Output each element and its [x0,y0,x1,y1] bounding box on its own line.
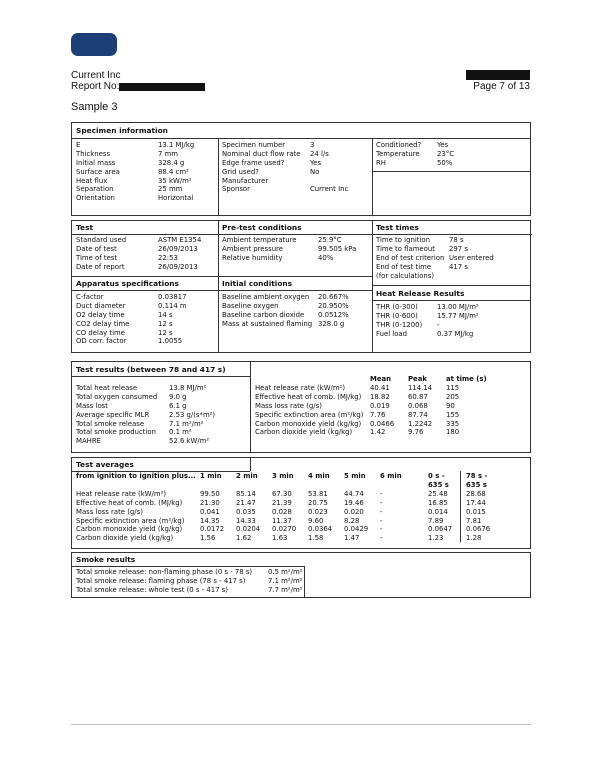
field-text: 0.03817 [158,293,187,301]
field-text: 88.4 cm² [158,167,189,176]
field-text: Duct diameter [76,301,126,310]
table-cell: 60.87 [408,392,428,401]
apparatus-title: Apparatus specifications [76,279,179,288]
averages-section [71,457,531,549]
field-text: Relative humidity [222,253,283,262]
sample-title: Sample 3 [71,101,118,113]
field-text: Average specific MLR [76,410,150,419]
field-text [449,272,494,281]
field-text: Nominal duct flow rate [222,149,301,158]
table-cell: 205 [446,392,460,401]
field-text: Heat flux [76,176,108,185]
table-cell: 1.56 [200,534,216,543]
averages-title: Test averages [76,460,134,469]
field-text: 7 mm [158,149,178,158]
table-cell: 335 [446,419,460,428]
page-number: Page 7 of 13 [473,81,530,92]
field-text: 7.1 m²/m² [268,576,303,585]
field-text: C-factor [76,293,104,301]
table-cell: Specific extinction area (m²/kg) [255,410,364,419]
averages-table [76,472,506,543]
field-text: 328.4 g [158,158,185,167]
table-cell: 14.33 [236,516,256,525]
table-cell: 53.81 [308,489,328,498]
table-row [255,384,506,393]
averages-head-5min: 5 min [344,472,366,480]
pretest-labels [222,236,297,263]
table-cell: 87.74 [408,410,428,419]
field-text: Ambient pressure [222,244,283,253]
field-text: Ambient temperature [222,236,297,244]
field-text: Manufacturer [222,176,269,185]
table-cell: - [380,534,383,543]
field-text: 7.7 m²/m² [268,585,303,594]
smoke-title: Smoke results [76,555,136,564]
table-cell: Effective heat of comb. (MJ/kg) [76,498,183,507]
table-cell: - [380,525,383,534]
field-text: 0.1 m² [169,428,192,437]
test-labels [76,236,126,272]
times-values [449,236,494,280]
table-cell: 90 [446,401,455,410]
table-row [76,499,506,508]
table-cell: 25.48 [428,489,448,498]
field-text: MAHRE [76,437,101,446]
results-head-mean: Mean [370,375,392,383]
results-section [71,361,531,453]
field-text: 78 s [449,236,464,244]
table-cell: 0.028 [272,507,292,516]
field-text: 20.950% [318,301,349,310]
field-text: Sponsor [222,185,250,194]
table-cell: 1.2242 [408,419,433,428]
field-text: OD corr. factor [76,337,127,346]
specimen-values-2 [310,141,348,194]
field-text: Baseline oxygen [222,301,279,310]
test-section [71,220,531,353]
field-text: - [437,320,440,329]
specimen-labels-1 [76,141,120,203]
averages-head2-0s: 635 s [428,480,449,489]
table-cell: - [380,516,383,525]
specimen-title: Specimen information [76,126,168,135]
field-text: 23°C [437,149,455,158]
results-left-values [169,384,215,446]
field-text: RH [376,158,386,167]
table-row [76,525,506,534]
field-text: 12 s [158,319,173,328]
table-cell: 9.76 [408,428,424,437]
field-text: Date of test [76,244,117,253]
table-row [255,402,506,411]
table-cell: 1.62 [236,534,252,543]
table-cell: 1.58 [308,534,324,543]
averages-head-0s: 0 s - [428,472,445,480]
field-text: Yes [310,158,322,167]
field-text: O2 delay time [76,310,125,319]
table-cell: 1.28 [466,534,482,543]
field-text: User entered [449,253,494,262]
table-cell: 1.63 [272,534,288,543]
company-name: Current Inc [71,70,121,81]
table-cell: 0.0429 [344,525,369,534]
hrr-values [437,303,479,339]
averages-head2-78s: 635 s [466,480,487,489]
field-text: 35 kW/m² [158,176,192,185]
table-cell: 0.014 [428,507,448,516]
table-cell: 0.020 [344,507,364,516]
field-text: Total smoke release: non-flaming phase (0 s - 78 s) [76,568,253,576]
table-cell: 1.23 [428,534,444,543]
initial-values [318,293,349,329]
table-cell: Carbon monoxide yield (kg/kg) [76,525,183,534]
field-text: 0.5 m²/m² [268,568,303,576]
field-text: 417 s [449,262,468,271]
smoke-section [71,552,531,598]
table-cell: Heat release rate (kW/m²) [76,489,167,498]
table-row [255,420,506,429]
field-text: 1.0055 [158,337,183,346]
averages-head-4min: 4 min [308,472,330,480]
table-cell: 16.85 [428,498,448,507]
table-cell: 7.89 [428,516,444,525]
table-cell: 99.50 [200,489,220,498]
specimen-values-3 [437,141,454,168]
table-cell: Mass loss rate (g/s) [76,507,143,516]
table-cell: Carbon dioxide yield (kg/kg) [76,534,174,543]
field-text: Specimen number [222,141,286,149]
specimen-values-1 [158,141,194,203]
field-text: Thickness [76,149,111,158]
field-text: 15.77 MJ/m² [437,311,479,320]
field-text: Time of test [76,253,118,262]
averages-head-78s: 78 s - [466,472,488,480]
field-text: Time to flameout [376,244,435,253]
initial-labels [222,293,312,329]
specimen-section [71,122,531,216]
test-title: Test [76,223,94,232]
field-text: 6.1 g [169,401,187,410]
field-text: Time to ignition [376,236,430,244]
table-cell: 115 [446,383,460,392]
field-text: No [310,167,320,176]
table-cell: Specific extinction area (m²/kg) [76,516,185,525]
pretest-values [318,236,356,263]
field-text: Total smoke release: whole test (0 s - 417 s) [76,585,228,594]
hrr-labels [376,303,422,339]
table-cell: 18.82 [370,392,390,401]
field-text: Total smoke production [76,428,156,437]
field-text: 25 mm [158,185,183,194]
report-label: Report No: [71,81,120,92]
table-cell: 0.0647 [428,525,453,534]
averages-rows [76,490,506,543]
table-cell: 21.30 [200,498,220,507]
field-text: Temperature [376,149,420,158]
specimen-labels-2 [222,141,301,194]
field-text: 20.667% [318,293,349,301]
table-cell: 40.41 [370,383,390,392]
results-right-table [255,375,506,437]
hrr-title: Heat Release Results [376,289,465,298]
field-text: 3 [310,141,315,149]
field-text: 40% [318,253,334,262]
field-text: Total oxygen consumed [76,392,158,401]
field-text: 0.0512% [318,310,349,319]
test-values [158,236,201,272]
table-cell: 0.041 [200,507,220,516]
field-text: Orientation [76,194,115,203]
field-text: Date of report [76,262,125,271]
field-text: Grid used? [222,167,259,176]
averages-head-2min: 2 min [236,472,258,480]
specimen-labels-3 [376,141,421,168]
table-cell: Carbon dioxide yield (kg/kg) [255,428,353,437]
table-cell: 28.68 [466,489,486,498]
apparatus-values [158,293,187,346]
field-text: Total smoke release: flaming phase (78 s - 417 s) [76,576,246,585]
table-row [76,490,506,499]
averages-head-3min: 3 min [272,472,294,480]
field-text: Baseline carbon dioxide [222,310,305,319]
field-text: End of test time [376,262,432,271]
table-cell: 0.035 [236,507,256,516]
table-row [255,411,506,420]
times-title: Test times [376,223,419,232]
field-text: Edge frame used? [222,158,285,167]
table-cell: 0.0364 [308,525,333,534]
table-cell: 7.76 [370,410,386,419]
field-text: 9.0 g [169,392,187,401]
field-text: 52.6 kW/m² [169,437,210,446]
table-cell: - [380,489,383,498]
field-text: Mass at sustained flaming [222,319,313,328]
table-cell: Effective heat of comb. (MJ/kg) [255,392,362,401]
table-cell: 14.35 [200,516,220,525]
field-text: Separation [76,185,114,194]
field-text: (for calculations) [376,271,435,280]
table-cell: Carbon monoxide yield (kg/kg) [255,419,362,428]
table-row [76,534,506,543]
field-text: Total smoke release [76,419,145,428]
field-text: Current Inc [310,185,349,194]
apparatus-labels [76,293,129,346]
averages-head-6min: 6 min [380,472,402,480]
field-text: 12 s [158,328,173,337]
table-cell: 19.46 [344,498,364,507]
field-text: 99.505 kPa [318,244,357,253]
results-title: Test results (between 78 and 417 s) [76,365,226,374]
averages-head-label: from ignition to ignition plus... [76,472,196,480]
table-cell: 180 [446,428,460,437]
footer-divider [71,724,531,725]
field-text: Fuel load [376,329,408,338]
field-text: Initial mass [76,158,116,167]
results-head-time: at time (s) [446,375,487,383]
table-cell: 0.0676 [466,525,491,534]
field-text: 7.1 m²/m² [169,419,204,428]
field-text: 13.1 MJ/kg [158,141,195,149]
smoke-values [268,568,302,595]
table-cell: 1.47 [344,534,360,543]
averages-head-1min: 1 min [200,472,222,480]
table-cell: 1.42 [370,428,386,437]
field-text: THR (0-1200) [376,320,423,329]
field-text: 328.0 g [318,319,345,328]
field-text: 25.9°C [318,236,342,244]
table-cell: 21.47 [236,498,256,507]
times-labels [376,236,444,280]
field-text: THR (0-600) [376,311,418,320]
table-cell: 21.39 [272,498,292,507]
table-cell: 44.74 [344,489,364,498]
field-text: Mass lost [76,401,108,410]
redacted-header-field [466,70,530,80]
field-text: E [76,141,81,149]
smoke-labels [76,568,252,595]
field-text: CO2 delay time [76,319,130,328]
table-cell: 17.44 [466,498,486,507]
initial-title: Initial conditions [222,279,293,288]
field-text: 22:53 [158,253,178,262]
field-text [310,177,348,186]
table-cell: 0.0466 [370,419,395,428]
field-text: ASTM E1354 [158,236,202,244]
field-text: 14 s [158,310,173,319]
field-text: 0.114 m [158,301,187,310]
table-row [255,393,506,402]
table-cell: 155 [446,410,460,419]
field-text: CO delay time [76,328,126,337]
table-row [76,517,506,526]
table-cell: Mass loss rate (g/s) [255,401,322,410]
field-text: End of test criterion [376,253,445,262]
field-text: 50% [437,158,453,167]
field-text: 297 s [449,244,468,253]
table-cell: 9.60 [308,516,324,525]
field-text: Surface area [76,167,120,176]
table-cell: 11.37 [272,516,292,525]
table-cell: 67.30 [272,489,292,498]
table-cell: 0.0204 [236,525,261,534]
table-cell: 20.75 [308,498,328,507]
field-text: 2.53 g/(s*m²) [169,410,216,419]
pretest-title: Pre-test conditions [222,223,302,232]
table-row [76,508,506,517]
field-text: Yes [437,141,449,149]
table-cell: - [380,507,383,516]
field-text: THR (0-300) [376,303,418,311]
results-left-labels [76,384,157,446]
table-cell: 7.81 [466,516,482,525]
field-text: 26/09/2013 [158,244,198,253]
field-text: 26/09/2013 [158,262,198,271]
field-text: 13.00 MJ/m² [437,303,479,311]
field-text: 13.8 MJ/m² [169,384,207,392]
field-text: Conditioned? [376,141,422,149]
table-cell: - [380,498,383,507]
table-cell: 0.019 [370,401,390,410]
redacted-report-number [119,83,205,91]
field-text: Horizontal [158,194,194,203]
table-cell: 114.14 [408,383,433,392]
field-text: Baseline ambient oxygen [222,293,310,301]
table-cell: 0.015 [466,507,486,516]
table-cell: 8.28 [344,516,360,525]
table-cell: 85.14 [236,489,256,498]
table-cell: 0.023 [308,507,328,516]
table-cell: 0.0270 [272,525,297,534]
results-head-peak: Peak [408,375,427,383]
table-cell: Heat release rate (kW/m²) [255,383,346,392]
table-cell: 0.068 [408,401,428,410]
field-text: Standard used [76,236,127,244]
table-row [255,428,506,437]
field-text: 24 l/s [310,149,329,158]
company-logo [71,33,117,56]
results-right-rows [255,384,506,437]
field-text: Total heat release [76,384,138,392]
table-cell: 0.0172 [200,525,225,534]
field-text: 0.37 MJ/kg [437,329,474,338]
